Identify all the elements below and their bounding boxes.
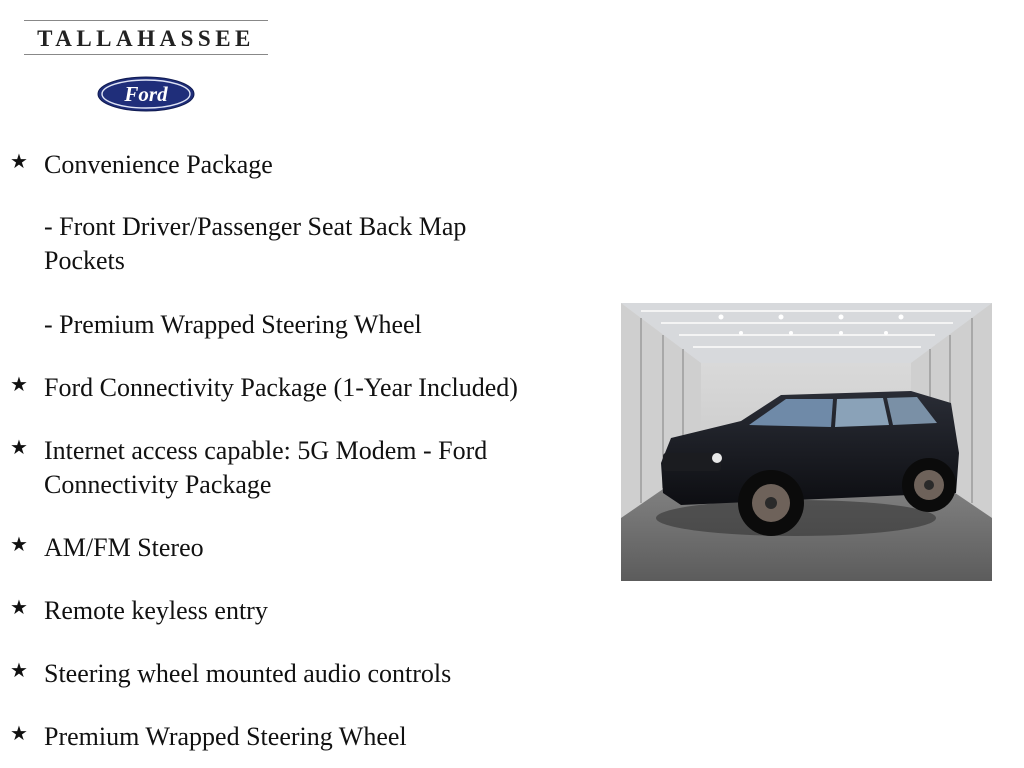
dealer-brand (24, 20, 268, 55)
feature-text: Internet access capable: 5G Modem - Ford Connectivity Package (44, 436, 488, 499)
vehicle-photo (621, 303, 992, 581)
feature-text: Premium Wrapped Steering Wheel (44, 722, 407, 751)
feature-text: - Front Driver/Passenger Seat Back Map Pockets (44, 212, 467, 275)
star-icon: ★ (10, 658, 28, 682)
svg-text:Ford: Ford (124, 82, 168, 106)
star-icon: ★ (10, 721, 28, 745)
star-icon: ★ (10, 532, 28, 556)
star-icon: ★ (10, 372, 28, 396)
feature-text: Remote keyless entry (44, 596, 268, 625)
star-icon: ★ (10, 149, 28, 173)
ford-logo-icon (97, 76, 195, 112)
star-icon: ★ (10, 435, 28, 459)
star-icon: ★ (10, 595, 28, 619)
feature-text: AM/FM Stereo (44, 533, 204, 562)
dealer-name: TALLAHASSEE (37, 26, 255, 51)
feature-text: Convenience Package (44, 150, 273, 179)
brand-bottom-rule (24, 54, 268, 55)
feature-text: Ford Connectivity Package (1-Year Included) (44, 373, 518, 402)
feature-text: - Premium Wrapped Steering Wheel (44, 310, 422, 339)
feature-text: Steering wheel mounted audio controls (44, 659, 452, 688)
